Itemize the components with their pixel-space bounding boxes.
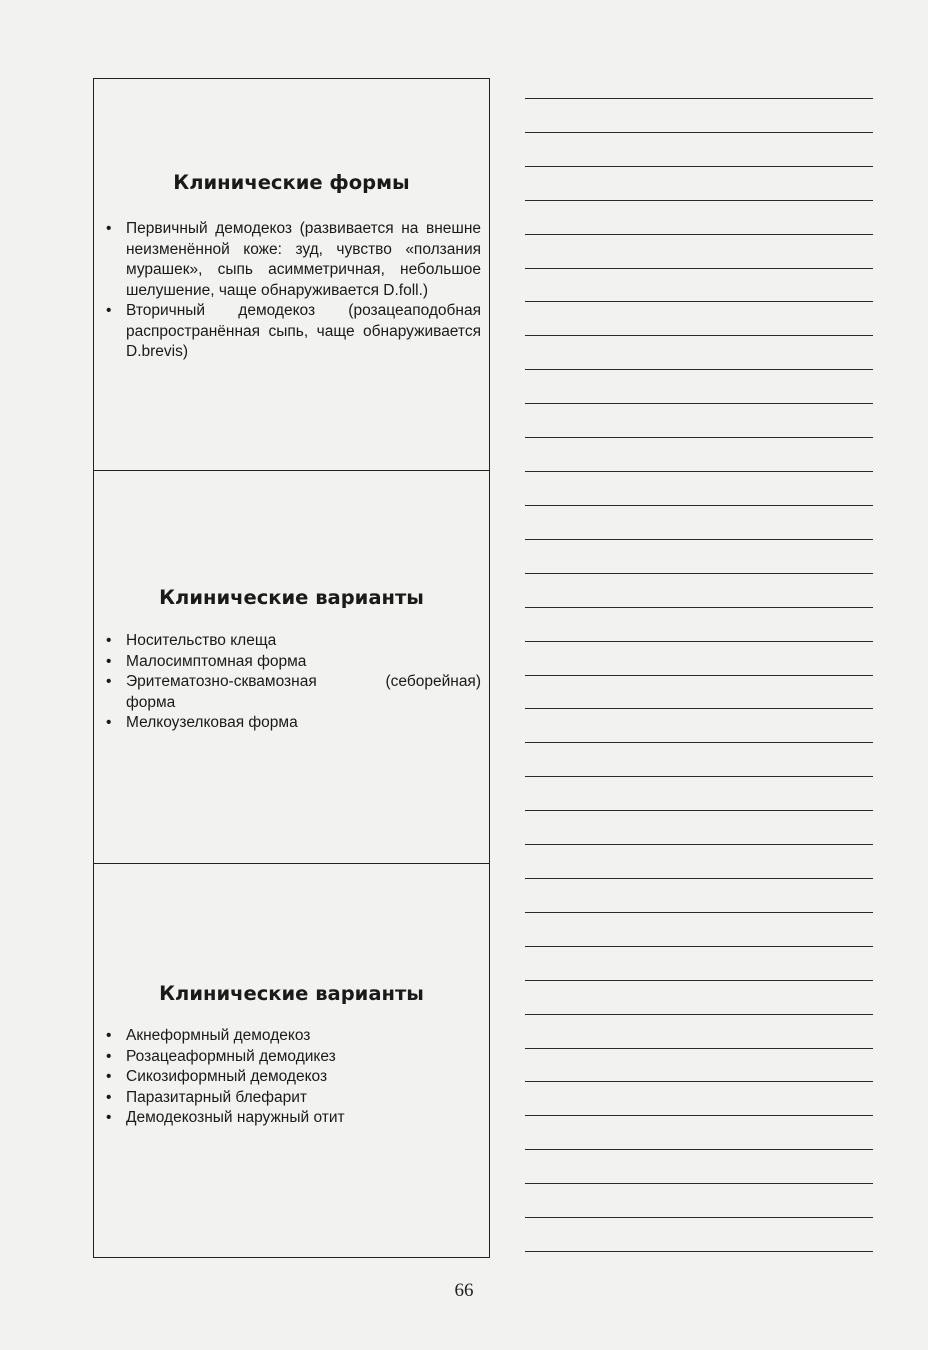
note-line [525, 1081, 873, 1082]
list-item: • Малосимптомная форма [102, 652, 481, 673]
slides-column [93, 78, 490, 1258]
list-item: • Вторичный демодекоз (розацеаподобная распространённая сыпь, чаще обнаруживается D.brevis) [106, 302, 481, 360]
note-line [525, 946, 873, 947]
slide-clinical-variants-1 [94, 471, 489, 864]
bullet-list [102, 219, 481, 363]
note-line [525, 1014, 873, 1015]
bullet-icon: • [106, 1068, 112, 1085]
notes-lines [525, 0, 873, 1350]
note-line [525, 268, 873, 269]
slide-title: Клинические варианты [159, 982, 424, 1005]
bullet-icon: • [106, 673, 112, 690]
note-line [525, 776, 873, 777]
note-line [525, 641, 873, 642]
bullet-icon: • [106, 302, 112, 319]
note-line [525, 844, 873, 845]
bullet-list [102, 1026, 481, 1129]
list-item: • Носительство клеща [102, 631, 481, 652]
note-line [525, 573, 873, 574]
note-line [525, 132, 873, 133]
bullet-icon: • [106, 652, 112, 670]
note-line [525, 878, 873, 879]
note-line [525, 200, 873, 201]
note-line [525, 403, 873, 404]
note-line [525, 437, 873, 438]
note-line [525, 607, 873, 608]
note-line [525, 234, 873, 235]
note-line [525, 1048, 873, 1049]
note-line [525, 675, 873, 676]
list-item: • Первичный демодекоз (развивается на внешне неизменённой коже: зуд, чувство «ползания мурашек», сыпь асимметричная, небольшое шелушение, чаще обнаруживается D.foll.) [106, 220, 481, 299]
bullet-list [102, 631, 481, 734]
list-item: • Сикозиформный демодекоз [102, 1067, 481, 1088]
slide-clinical-variants-2 [94, 864, 489, 1257]
note-line [525, 369, 873, 370]
note-line [525, 471, 873, 472]
note-line [525, 742, 873, 743]
bullet-icon: • [106, 1027, 112, 1044]
note-line [525, 980, 873, 981]
list-item: • Розацеаформный демодикез [102, 1047, 481, 1068]
note-line [525, 1251, 873, 1252]
slide-title: Клинические варианты [159, 586, 424, 609]
note-line [525, 539, 873, 540]
note-line [525, 810, 873, 811]
bullet-icon: • [106, 1109, 112, 1126]
note-line [525, 1217, 873, 1218]
bullet-icon: • [106, 1047, 112, 1065]
note-line [525, 166, 873, 167]
note-line [525, 708, 873, 709]
slide-clinical-forms [94, 79, 489, 471]
note-line [525, 1183, 873, 1184]
bullet-icon: • [106, 220, 112, 237]
note-line [525, 301, 873, 302]
bullet-icon: • [106, 714, 112, 731]
list-item: • Акнеформный демодекоз [102, 1026, 481, 1047]
note-line [525, 505, 873, 506]
note-line [525, 1115, 873, 1116]
note-line [525, 98, 873, 99]
note-line [525, 1149, 873, 1150]
list-item: • Мелкоузелковая форма [102, 713, 481, 734]
note-line [525, 912, 873, 913]
bullet-icon: • [106, 1088, 112, 1106]
slide-title: Клинические формы [173, 171, 410, 194]
list-item: • Эритематозно-сквамозная (себорейная) форма [106, 673, 481, 711]
list-item: • Демодекозный наружный отит [102, 1108, 481, 1129]
page-number: 66 [454, 1280, 474, 1301]
bullet-icon: • [106, 632, 112, 649]
note-line [525, 335, 873, 336]
list-item: • Паразитарный блефарит [102, 1088, 481, 1109]
